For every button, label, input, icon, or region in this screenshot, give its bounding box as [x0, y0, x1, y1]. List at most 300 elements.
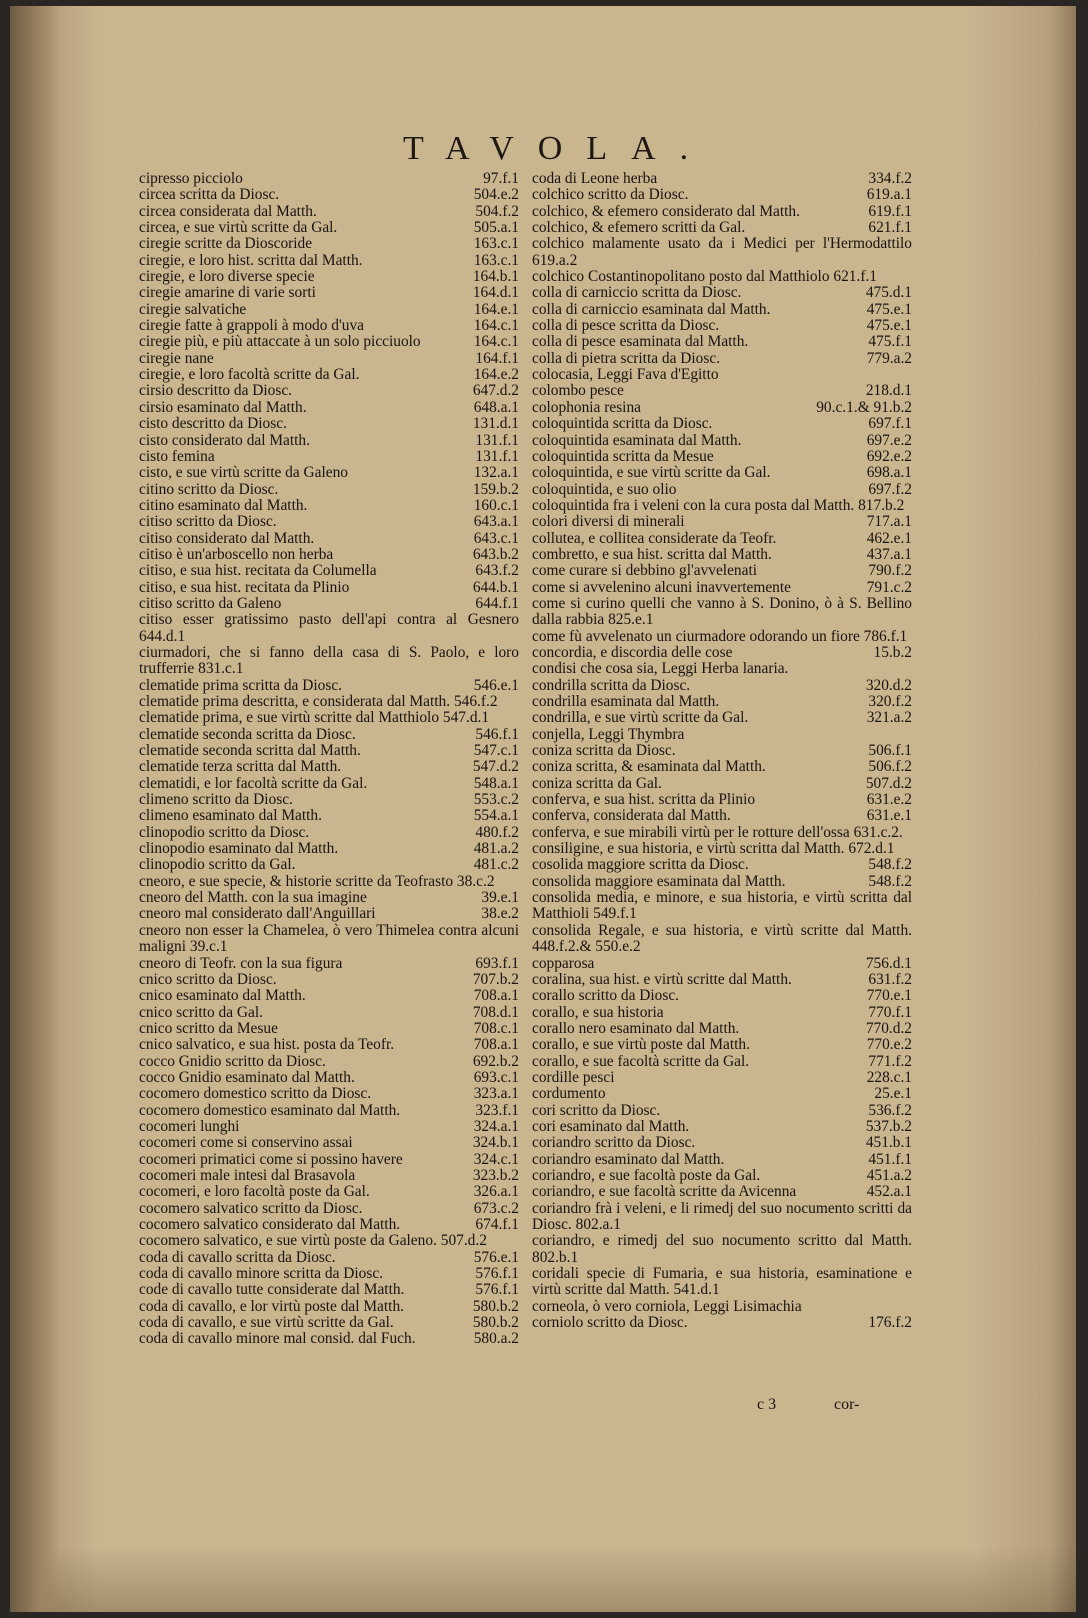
- index-entry: [139, 1037, 519, 1053]
- index-entry: [139, 857, 519, 873]
- signature-mark: c 3: [757, 1396, 777, 1413]
- entry-page-ref: 554.a.1: [473, 807, 519, 825]
- entry-page-ref: 475.f.1: [868, 333, 912, 351]
- entry-term: cipresso picciolo: [139, 171, 243, 187]
- entry-page-ref: 576.e.1: [473, 1248, 519, 1266]
- index-entry: [139, 956, 519, 972]
- index-entry: [139, 972, 519, 988]
- entry-term: citiso, e sua hist. recitata da Plinio: [139, 579, 350, 596]
- index-entry: [139, 580, 519, 596]
- entry-term: coriandro, e sue facoltà poste da Gal.: [532, 1167, 761, 1184]
- entry-term: citiso esser gratissimo pasto dell'api contra al Gesnero: [139, 611, 519, 629]
- entry-page-ref: 448.f.2.& 550.e.2: [532, 938, 641, 956]
- entry-page-ref: 631.e.1: [866, 807, 912, 825]
- entry-page-ref: 621.f.1: [868, 219, 912, 237]
- entry-term: cirsio descritto da Diosc.: [139, 383, 293, 400]
- index-entry: [139, 514, 519, 530]
- entry-page-ref: 505.a.1: [473, 219, 519, 237]
- entry-term: cneoro del Matth. con la sua imagine: [139, 890, 367, 907]
- entry-term: consolida media, e minore, e sua historia, e virtù scritta dal Matthioli: [532, 889, 912, 923]
- entry-term: copparosa: [532, 955, 595, 972]
- entry-term: conferva, considerata dal Matth.: [532, 808, 731, 825]
- entry-term: coriandro, e sue facoltà scritte da Avicenna: [532, 1184, 797, 1201]
- entry-term: colla di pesce scritta da Diosc.: [532, 318, 720, 335]
- entry-page-ref: 825.e.1: [608, 611, 654, 629]
- entry-page-ref: 481.a.2: [473, 840, 519, 858]
- entry-term: cnico scritto da Gal.: [139, 1004, 263, 1021]
- index-entry: [532, 743, 912, 759]
- entry-term: cneoro, e sue specie, & historie scritte da Teofrasto: [139, 872, 454, 890]
- entry-term: cocomeri, e loro facoltà poste da Gal.: [139, 1184, 370, 1201]
- entry-term: coralina, sua hist. e virtù scritte dal Matth.: [532, 971, 792, 988]
- entry-page-ref: 644.f.1: [475, 594, 519, 612]
- entry-term: ciurmadori, che si fanno della casa di S. Paolo, e loro trufferrie: [139, 643, 519, 678]
- index-entry: [139, 890, 519, 906]
- index-entry: [532, 1005, 912, 1021]
- index-entry: [532, 1054, 912, 1070]
- entry-term: circea scritta da Diosc.: [139, 187, 280, 204]
- index-entry: [139, 841, 519, 857]
- entry-term: colchico malamente usato da i Medici per l'Hermodattilo: [532, 235, 912, 253]
- entry-term: condrilla scritta da Diosc.: [532, 677, 691, 694]
- entry-page-ref: 643.f.2: [475, 562, 519, 580]
- entry-page-ref: 693.c.1: [473, 1068, 519, 1086]
- entry-term: condisi che cosa sia, Leggi Herba lanaria.: [532, 661, 789, 678]
- entry-page-ref: 324.b.1: [472, 1134, 519, 1152]
- entry-term: coda di cavallo scritta da Diosc.: [139, 1249, 336, 1266]
- index-entry: [532, 531, 912, 547]
- entry-page-ref: 452.a.1: [866, 1183, 912, 1201]
- index-entry: [139, 988, 519, 1004]
- entry-page-ref: 619.a.1: [866, 186, 912, 204]
- index-entry: [139, 1315, 519, 1331]
- index-entry: [139, 923, 519, 956]
- entry-page-ref: 164.e.2: [473, 366, 519, 384]
- index-entry: [532, 416, 912, 432]
- entry-term: circea considerata dal Matth.: [139, 203, 317, 220]
- index-entry: [139, 334, 519, 350]
- entry-page-ref: 693.f.1: [475, 954, 519, 972]
- entry-term: colla di pietra scritta da Diosc.: [532, 350, 721, 367]
- index-entry: [139, 1184, 519, 1200]
- index-entry: [139, 694, 519, 710]
- entry-term: coriandro esaminato dal Matth.: [532, 1151, 725, 1168]
- entry-term: code di cavallo tutte considerate dal Matth.: [139, 1282, 405, 1299]
- entry-term: coriandro frà i veleni, e li rimedj del suo nocumento scritti da Diosc.: [532, 1199, 912, 1233]
- entry-term: condrilla, e sue virtù scritte da Gal.: [532, 710, 749, 727]
- entry-page-ref: 580.b.2: [472, 1314, 519, 1332]
- entry-term: ciregie scritte da Dioscoride: [139, 236, 313, 253]
- index-entry: [139, 547, 519, 563]
- entry-page-ref: 39.c.1: [189, 938, 228, 956]
- entry-page-ref: 708.d.1: [472, 1003, 519, 1021]
- entry-term: come curare si debbino gl'avvelenati: [532, 563, 757, 580]
- entry-term: consolida Regale, e sua historia, e virtù scritte dal Matth.: [532, 921, 912, 939]
- entry-term: cocco Gnidio scritto da Diosc.: [139, 1053, 326, 1070]
- entry-page-ref: 451.a.2: [866, 1166, 912, 1184]
- index-entry: [532, 661, 912, 677]
- binding-gutter: [10, 6, 60, 1612]
- entry-page-ref: 770.e.2: [866, 1036, 912, 1054]
- index-entry: [532, 1233, 912, 1266]
- entry-term: cori esaminato dal Matth.: [532, 1118, 690, 1135]
- entry-page-ref: 802.b.1: [532, 1248, 579, 1266]
- entry-page-ref: 644.b.1: [472, 578, 519, 596]
- index-entry: [139, 792, 519, 808]
- entry-page-ref: 631.c.2.: [853, 823, 903, 841]
- entry-page-ref: 546.f.2: [453, 693, 498, 710]
- index-entry: [532, 808, 912, 824]
- entry-page-ref: 576.f.1: [475, 1265, 519, 1283]
- entry-term: coloquintida scritta da Diosc.: [532, 416, 713, 433]
- index-entry: [532, 383, 912, 399]
- index-entry: [139, 874, 519, 890]
- entry-term: cori scritto da Diosc.: [532, 1102, 661, 1119]
- entry-term: clematidi, e lor facoltà scritte da Gal.: [139, 775, 368, 792]
- index-entry: [532, 334, 912, 350]
- entry-term: collutea, e collitea considerate da Teofr.: [532, 530, 777, 547]
- entry-page-ref: 547.d.1: [442, 709, 490, 727]
- entry-page-ref: 321.a.2: [866, 709, 912, 727]
- entry-page-ref: 132.a.1: [473, 464, 519, 482]
- entry-page-ref: 674.f.1: [475, 1216, 519, 1233]
- index-entry: [139, 204, 519, 220]
- entry-page-ref: 580.a.2: [473, 1330, 519, 1348]
- entry-term: cordumento: [532, 1086, 606, 1103]
- entry-term: coriandro, e rimedj del suo nocumento scritto dal Matth.: [532, 1232, 912, 1250]
- entry-term: coniza scritta da Diosc.: [532, 743, 676, 760]
- entry-page-ref: 697.f.1: [868, 415, 912, 433]
- entry-page-ref: 817.b.2: [858, 496, 905, 514]
- entry-page-ref: 320.d.2: [865, 676, 912, 694]
- index-entry: [139, 269, 519, 285]
- entry-term: clematide prima scritta da Diosc.: [139, 677, 342, 694]
- entry-page-ref: 647.d.2: [472, 382, 519, 400]
- entry-term: cocomero salvatico, e sue virtù poste da Galeno.: [139, 1232, 437, 1250]
- entry-term: colophonia resina: [532, 399, 641, 416]
- index-entry: [139, 678, 519, 694]
- index-entry: [139, 449, 519, 465]
- index-entry: [139, 433, 519, 449]
- entry-term: ciregie salvatiche: [139, 301, 247, 318]
- index-entry: [532, 465, 912, 481]
- index-column-right: [532, 171, 912, 1331]
- entry-page-ref: 541.d.1: [673, 1281, 720, 1299]
- entry-term: ciregie fatte à grappoli à modo d'uva: [139, 318, 364, 335]
- entry-page-ref: 164.e.1: [473, 300, 519, 318]
- index-entry: [139, 906, 519, 922]
- entry-term: consiligine, e sua historia, e virtù scritta dal Matth.: [532, 840, 845, 858]
- entry-term: cneoro non esser la Chamelea, ò vero Thimelea contra alcuni maligni: [139, 921, 519, 956]
- index-entry: [139, 498, 519, 514]
- entry-page-ref: 90.c.1.& 91.b.2: [816, 398, 912, 416]
- index-entry: [139, 710, 519, 726]
- entry-page-ref: 692.e.2: [866, 447, 912, 465]
- entry-term: ciregie più, e più attaccate à un solo picciuolo: [139, 334, 421, 351]
- index-entry: [532, 1021, 912, 1037]
- entry-page-ref: 164.f.1: [475, 349, 519, 367]
- entry-term: circea, e sue virtù scritte da Gal.: [139, 220, 338, 237]
- index-entry: [532, 563, 912, 579]
- index-entry: [532, 1070, 912, 1086]
- entry-term: ciregie, e loro hist. scritta dal Matth.: [139, 252, 363, 269]
- entry-page-ref: 38.c.2: [456, 872, 495, 890]
- entry-term: climeno esaminato dal Matth.: [139, 808, 322, 825]
- entry-page-ref: 451.f.1: [868, 1150, 912, 1168]
- index-entry: [139, 1152, 519, 1168]
- index-entry: [532, 759, 912, 775]
- entry-term: corneola, ò vero corniola, Leggi Lisimachia: [532, 1298, 802, 1315]
- entry-page-ref: 323.a.1: [473, 1085, 519, 1103]
- entry-page-ref: 334.f.2: [868, 170, 912, 187]
- index-entry: [139, 808, 519, 824]
- entry-page-ref: 802.a.1: [575, 1216, 621, 1233]
- index-entry: [139, 776, 519, 792]
- index-entry: [139, 1299, 519, 1315]
- index-entry: [532, 580, 912, 596]
- index-entry: [139, 482, 519, 498]
- index-entry: [532, 269, 912, 285]
- entry-page-ref: 580.b.2: [472, 1297, 519, 1315]
- entry-term: citiso è un'arboscello non herba: [139, 546, 334, 563]
- entry-term: cocomeri male intesi dal Brasavola: [139, 1167, 356, 1184]
- entry-page-ref: 25.e.1: [874, 1085, 912, 1103]
- entry-term: colori diversi di minerali: [532, 514, 685, 531]
- entry-page-ref: 692.b.2: [472, 1052, 519, 1070]
- entry-page-ref: 506.f.1: [868, 742, 912, 760]
- index-entry: [139, 220, 519, 236]
- entry-page-ref: 326.a.1: [473, 1183, 519, 1201]
- entry-page-ref: 644.d.1: [139, 627, 186, 645]
- entry-page-ref: 324.a.1: [473, 1117, 519, 1135]
- entry-page-ref: 770.d.2: [865, 1019, 912, 1037]
- entry-term: clematide terza scritta dal Matth.: [139, 759, 342, 776]
- entry-page-ref: 218.d.1: [865, 382, 912, 400]
- index-entry: [139, 1233, 519, 1249]
- entry-term: coridali specie di Fumaria, e sua historia, esaminatione e virtù scritte dal Matth.: [532, 1265, 912, 1299]
- index-entry: [139, 1282, 519, 1298]
- entry-term: coda di cavallo, e sue virtù scritte da Gal.: [139, 1315, 394, 1332]
- entry-page-ref: 548.f.2: [868, 856, 912, 874]
- index-entry: [532, 1103, 912, 1119]
- index-entry: [139, 1266, 519, 1282]
- index-column-left: [139, 171, 519, 1348]
- entry-term: coloquintida, e suo olio: [532, 481, 677, 498]
- entry-term: combretto, e sua hist. scritta dal Matth.: [532, 546, 772, 563]
- entry-page-ref: 131.f.1: [475, 431, 519, 449]
- index-entry: [139, 367, 519, 383]
- entry-page-ref: 480.f.2: [475, 823, 519, 841]
- entry-page-ref: 548.f.2: [868, 872, 912, 890]
- entry-term: coda di Leone herba: [532, 171, 658, 187]
- index-entry: [532, 482, 912, 498]
- entry-page-ref: 790.f.2: [868, 562, 912, 580]
- index-entry: [139, 465, 519, 481]
- entry-term: colchico, & efemero scritti da Gal.: [532, 220, 746, 237]
- index-entry: [139, 1331, 519, 1347]
- entry-term: colocasia, Leggi Fava d'Egitto: [532, 367, 719, 384]
- entry-page-ref: 770.f.1: [868, 1003, 912, 1021]
- index-entry: [532, 678, 912, 694]
- entry-page-ref: 164.c.1: [473, 333, 519, 351]
- entry-page-ref: 698.a.1: [866, 464, 912, 482]
- entry-term: ciregie, e loro diverse specie: [139, 269, 315, 286]
- index-entry: [532, 645, 912, 661]
- index-entry: [139, 351, 519, 367]
- index-entry: [532, 285, 912, 301]
- entry-term: coda di cavallo minore mal consid. dal Fuch.: [139, 1331, 416, 1348]
- entry-page-ref: 697.e.2: [866, 431, 912, 449]
- index-entry: [139, 759, 519, 775]
- entry-page-ref: 159.b.2: [472, 480, 519, 498]
- entry-term: colchico scritto da Diosc.: [532, 187, 689, 204]
- entry-page-ref: 39.e.1: [481, 889, 519, 907]
- index-entry: [139, 1217, 519, 1233]
- index-entry: [139, 236, 519, 252]
- entry-page-ref: 504.e.2: [473, 186, 519, 204]
- entry-page-ref: 786.f.1: [863, 627, 908, 645]
- entry-page-ref: 323.b.2: [472, 1166, 519, 1184]
- index-entry: [139, 187, 519, 203]
- entry-term: cirsio esaminato dal Matth.: [139, 399, 307, 416]
- index-entry: [139, 285, 519, 301]
- entry-page-ref: 451.b.1: [865, 1134, 912, 1152]
- entry-term: colla di pesce esaminata dal Matth.: [532, 334, 749, 351]
- index-entry: [532, 972, 912, 988]
- index-entry: [532, 498, 912, 514]
- entry-page-ref: 481.c.2: [473, 856, 519, 874]
- entry-page-ref: 708.a.1: [473, 1036, 519, 1054]
- entry-page-ref: 549.f.1: [593, 905, 637, 923]
- index-entry: [139, 1005, 519, 1021]
- index-entry: [139, 531, 519, 547]
- index-entry: [532, 629, 912, 645]
- index-entry: [139, 563, 519, 579]
- index-entry: [139, 1103, 519, 1119]
- entry-page-ref: 97.f.1: [483, 170, 519, 187]
- entry-term: corniolo scritto da Diosc.: [532, 1315, 688, 1332]
- entry-term: colchico Costantinopolitano posto dal Matthiolo: [532, 268, 830, 286]
- entry-term: cisto descritto da Diosc.: [139, 416, 287, 433]
- entry-page-ref: 323.f.1: [475, 1101, 519, 1119]
- index-entry: [532, 1266, 912, 1299]
- entry-term: cocomeri primatici come si possino havere: [139, 1151, 403, 1168]
- entry-term: cocomeri lunghi: [139, 1118, 240, 1135]
- entry-term: colchico, & efemero considerato dal Matth.: [532, 203, 800, 220]
- entry-term: cisto considerato dal Matth.: [139, 432, 310, 449]
- entry-term: cocomero salvatico considerato dal Matth.: [139, 1217, 401, 1233]
- entry-term: come si curino quelli che vanno à S. Donino, ò à S. Bellino dalla rabbia: [532, 594, 912, 629]
- entry-page-ref: 547.c.1: [473, 742, 519, 760]
- index-entry: [139, 1119, 519, 1135]
- entry-page-ref: 15.b.2: [873, 643, 912, 661]
- index-entry: [139, 383, 519, 399]
- entry-term: cosolida maggiore scritta da Diosc.: [532, 857, 749, 874]
- index-entry: [532, 776, 912, 792]
- entry-page-ref: 176.f.2: [868, 1314, 912, 1332]
- entry-term: cocomero domestico scritto da Diosc.: [139, 1086, 372, 1103]
- index-entry: [532, 1119, 912, 1135]
- entry-page-ref: 648.a.1: [473, 398, 519, 416]
- entry-page-ref: 707.b.2: [472, 970, 519, 988]
- entry-page-ref: 708.a.1: [473, 987, 519, 1005]
- index-entry: [532, 841, 912, 857]
- entry-page-ref: 506.f.2: [868, 758, 912, 776]
- entry-term: cocco Gnidio esaminato dal Matth.: [139, 1069, 355, 1086]
- entry-term: coniza scritta, & esaminata dal Matth.: [532, 759, 766, 776]
- index-entry: [532, 514, 912, 530]
- index-entry: [532, 1086, 912, 1102]
- index-entry: [532, 1152, 912, 1168]
- entry-page-ref: 643.c.1: [473, 529, 519, 547]
- index-entry: [532, 923, 912, 956]
- entry-page-ref: 621.f.1: [833, 268, 877, 286]
- entry-page-ref: 619.a.2: [532, 251, 578, 269]
- entry-term: citino scritto da Diosc.: [139, 481, 279, 498]
- entry-page-ref: 791.c.2: [866, 578, 912, 596]
- index-entry: [532, 220, 912, 236]
- entry-page-ref: 537.b.2: [865, 1117, 912, 1135]
- index-entry: [532, 1201, 912, 1234]
- entry-page-ref: 643.a.1: [473, 513, 519, 531]
- entry-term: cneoro mal considerato dall'Anguillari: [139, 906, 376, 923]
- index-entry: [532, 171, 912, 187]
- entry-page-ref: 475.e.1: [866, 317, 912, 335]
- entry-term: corallo, e sue facoltà scritte da Gal.: [532, 1053, 750, 1070]
- entry-term: clematide prima, e sue virtù scritte dal Matthiolo: [139, 709, 440, 727]
- entry-term: coloquintida esaminata dal Matth.: [532, 432, 742, 449]
- entry-term: clematide seconda scritta dal Matth.: [139, 743, 361, 760]
- index-entry: [139, 727, 519, 743]
- entry-page-ref: 160.c.1: [473, 496, 519, 514]
- entry-term: condrilla esaminata dal Matth.: [532, 694, 720, 710]
- entry-term: corallo scritto da Diosc.: [532, 988, 680, 1005]
- index-entry: [139, 743, 519, 759]
- index-entry: [139, 645, 519, 678]
- index-entry: [532, 302, 912, 318]
- index-entry: [139, 1021, 519, 1037]
- entry-page-ref: 547.d.2: [472, 758, 519, 776]
- page-title: TAVOLA.: [403, 130, 713, 167]
- index-entry: [532, 547, 912, 563]
- index-entry: [532, 1168, 912, 1184]
- catchword: cor-: [834, 1396, 860, 1413]
- entry-page-ref: 475.e.1: [866, 300, 912, 318]
- entry-term: coloquintida scritta da Mesue: [532, 448, 714, 465]
- entry-page-ref: 631.f.2: [868, 970, 912, 988]
- entry-term: coda di cavallo, e lor virtù poste dal Matth.: [139, 1298, 404, 1315]
- entry-term: come fù avvelenato un ciurmadore odorando un fiore: [532, 627, 860, 645]
- index-entry: [532, 1184, 912, 1200]
- entry-term: corallo, e sua historia: [532, 1004, 664, 1021]
- entry-term: cocomeri come si conservino assai: [139, 1135, 353, 1152]
- entry-term: clematide prima descritta, e considerata dal Matth.: [139, 693, 451, 710]
- entry-term: cocomero domestico esaminato dal Matth.: [139, 1102, 401, 1119]
- entry-term: clinopodio esaminato dal Matth.: [139, 841, 339, 858]
- entry-term: coriandro scritto da Diosc.: [532, 1135, 696, 1152]
- entry-page-ref: 462.e.1: [866, 529, 912, 547]
- entry-page-ref: 697.f.2: [868, 480, 912, 498]
- index-entry: [139, 253, 519, 269]
- index-entry: [139, 318, 519, 334]
- index-entry: [532, 367, 912, 383]
- index-entry: [532, 236, 912, 269]
- index-entry: [139, 1070, 519, 1086]
- entry-term: coloquintida fra i veleni con la cura posta dal Matth.: [532, 496, 855, 514]
- entry-page-ref: 717.a.1: [866, 513, 912, 531]
- index-entry: [139, 1250, 519, 1266]
- index-entry: [139, 1201, 519, 1217]
